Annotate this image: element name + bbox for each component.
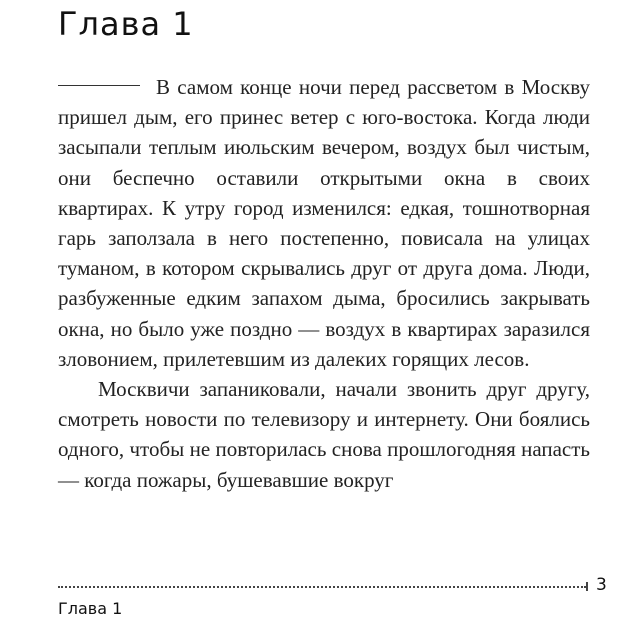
footer-dotted-rule: [58, 586, 586, 588]
footer-rule-end-tick: [586, 582, 588, 591]
running-footer-title: Глава 1: [58, 599, 123, 618]
chapter-heading: Глава 1: [58, 5, 194, 43]
opening-rule: [58, 85, 140, 86]
page-number: 3: [596, 575, 607, 595]
paragraph-2-text: Москвичи запаниковали, начали звонить друг другу, смотреть новости по телевизору и интернету. Они боялись одного, чтобы не повторилась снова прошлогодняя напасть — когда пожары, бушевавшие вокруг: [58, 377, 590, 492]
body-text: [58, 72, 590, 495]
paragraph-1-text: В самом конце ночи перед рассветом в Москву пришел дым, его принес ветер с юго-востока. Когда люди засыпали теплым июльским вечером, воздух был чистым, они беспечно оставили открытыми окна в своих квартирах. К утру город изменился: едкая, тошнотворная гарь заползала в него постепенно, повисала на улицах туманом, в котором скрывались друг от друга дома. Люди, разбуженные едким запахом дыма, бросились закрывать окна, но было уже поздно — воздух в квартирах заразился зловонием, прилетевшим из далеких горящих лесов.: [58, 75, 590, 371]
paragraph-2: [58, 374, 590, 495]
paragraph-1: [58, 72, 590, 374]
